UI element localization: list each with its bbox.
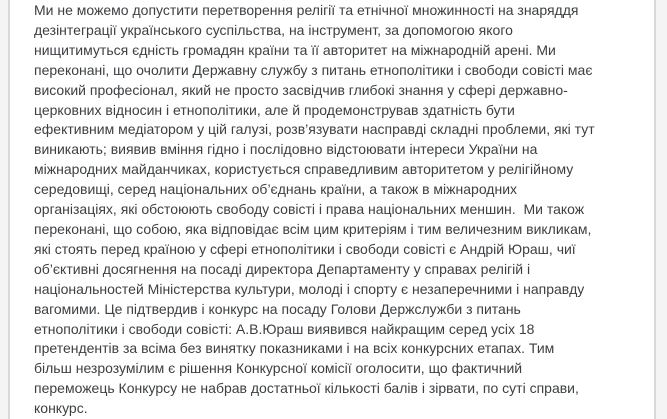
text-line: більш незрозумілим є рішення Конкурсної комісії оголосити, що фактичний — [34, 360, 523, 377]
text-line: нищитимуться єдність громадян країни та її авторитет на міжнародній арені. Ми — [34, 41, 556, 58]
text-line: національностей Міністерства культури, молоді і спорту є незаперечними і направду — [34, 280, 585, 297]
text-line: Ми не можемо допустити перетворення релігії та етнічної множинності на знаряддя — [34, 2, 579, 18]
text-line: церковних відносин і етнополітики, але й продемонстрував здатність бути — [34, 101, 515, 118]
text-line: вагомими. Це підтвердив і конкурс на посаду Голови Держслужби з питань — [34, 300, 521, 317]
text-panel — [8, 0, 656, 419]
text-line: об’єктивні досягнення на посаді директора Департаменту у справах релігій і — [34, 260, 531, 277]
text-line: організаціях, які обстоюють свободу совісті і права національних меншин. Ми також — [34, 201, 585, 218]
text-line: середовищі, серед національних об’єднань країни, а також в міжнародних — [34, 181, 518, 198]
article-paragraph — [10, 0, 654, 419]
text-line: ефективним медіатором у цій галузі, розв’язувати насправді складні проблеми, які тут — [34, 121, 595, 138]
text-line: переможець Конкурсу не набрав достатньої кількості балів і зірвати, по суті справи, — [34, 380, 579, 397]
text-line: претендентів за всіма без винятку показниками і на всіх конкурсних етапах. Тим — [34, 340, 555, 357]
text-line: дезінтеграції українського суспільства, на інструмент, за допомогою якого — [34, 21, 513, 38]
text-line: виникають; виявив вміння гідно і послідовно відстоювати інтереси України на — [34, 141, 538, 158]
text-line: переконані, що очолити Державну службу з питань етнополітики і свободи совісті має — [34, 61, 593, 78]
text-line: етнополітики і свободи совісті: А.В.Юраш виявився найкращим серед усіх 18 — [34, 320, 535, 337]
text-line: високий професіонал, який не просто засвідчив глибокі знання у сфері державно- — [34, 81, 568, 98]
text-line: які стоять перед країною у сфері етнополітики і свободи совісті є Андрій Юраш, чиї — [34, 240, 576, 257]
text-line: міжнародних майданчиках, користується справедливим авторитетом у релігійному — [34, 161, 574, 178]
text-line: конкурс. — [34, 400, 88, 417]
text-line: переконані, що собою, яка відповідає всім цим критеріям і тим величезним викликам, — [34, 220, 592, 237]
